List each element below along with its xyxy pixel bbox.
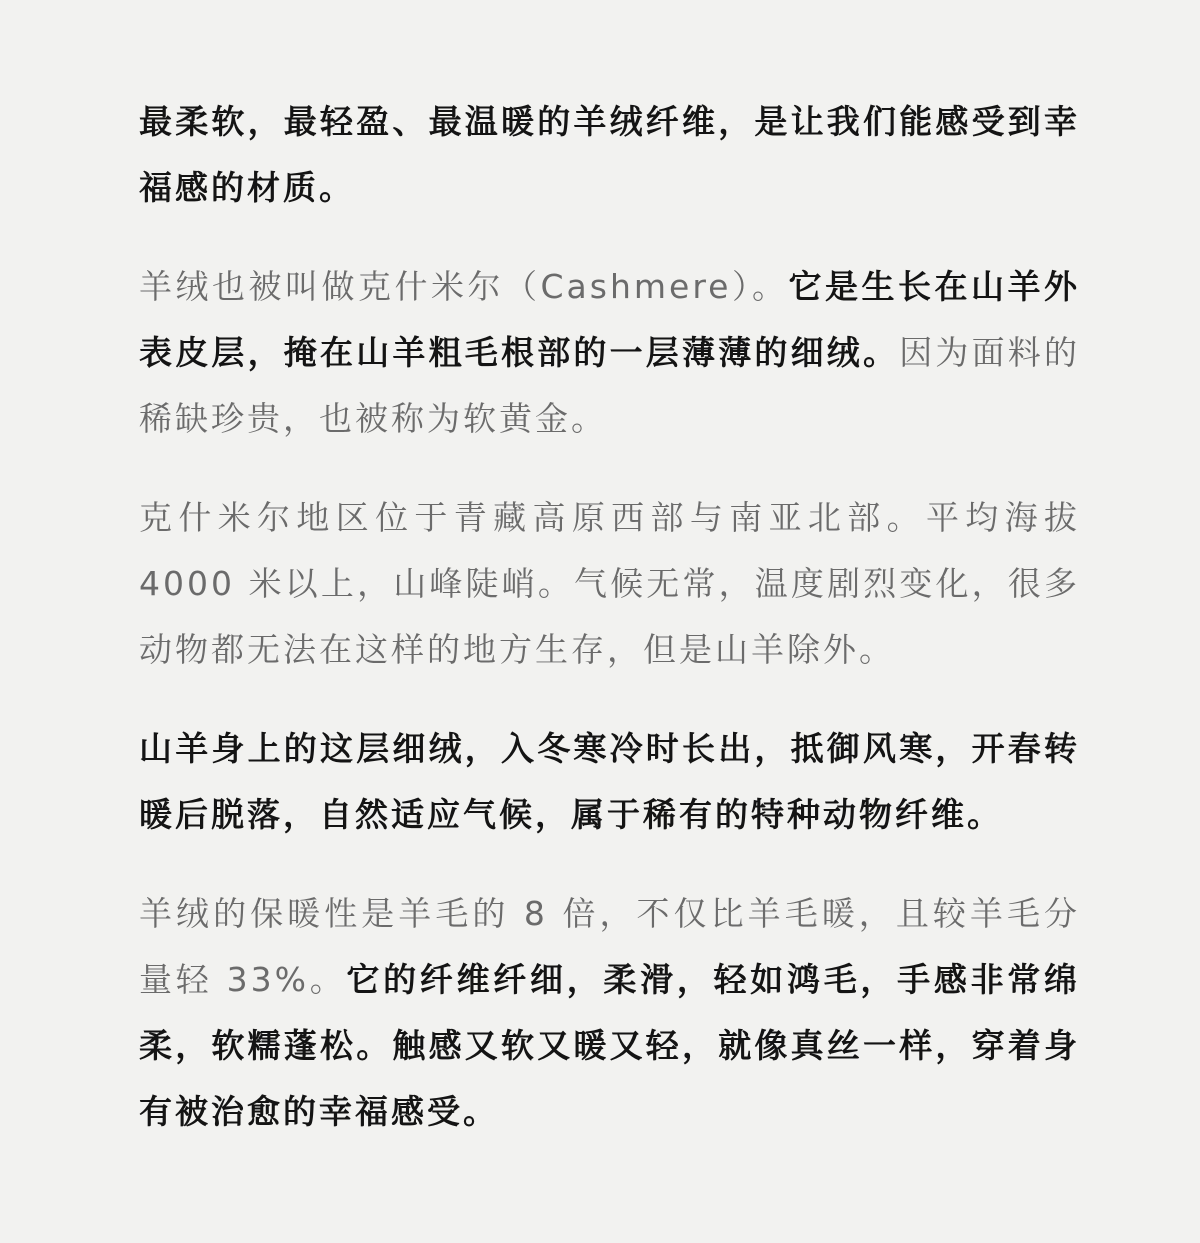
paragraph-1-text: 最柔软，最轻盈、最温暖的羊绒纤维，是让我们能感受到幸福感的材质。 [139,102,1080,207]
paragraph-2-intro-text: 羊绒也被叫做克什米尔（Cashmere）。 [139,267,789,306]
paragraph-2-closing-text: 因为面料的稀缺珍贵，也被称为软黄金。 [139,333,1081,438]
paragraph-kashmir-region [139,485,1080,683]
paragraph-3-text: 克什米尔地区位于青藏高原西部与南亚北部。平均海拔4000 米以上，山峰陡峭。气候无常，温度剧烈变化，很多动物都无法在这样的地方生存，但是山羊除外。 [139,498,1080,669]
paragraph-5-highlight-text: 它的纤维纤细，柔滑，轻如鸿毛，手感非常绵柔，软糯蓬松。触感又软又暖又轻，就像真丝一样，穿着身有被治愈的幸福感受。 [139,960,1081,1131]
paragraph-warmth-comparison [139,881,1080,1145]
paragraph-softness-intro [139,89,1080,221]
paragraph-seasonal-growth [139,716,1080,848]
paragraph-4-text: 山羊身上的这层细绒，入冬寒冷时长出，抵御风寒，开春转暖后脱落，自然适应气候，属于稀有的特种动物纤维。 [139,729,1080,834]
paragraph-2-highlight-text: 它是生长在山羊外表皮层，掩在山羊粗毛根部的一层薄薄的细绒。 [139,267,1081,372]
paragraph-cashmere-definition [139,254,1080,452]
paragraph-5-intro-text: 羊绒的保暖性是羊毛的 8 倍，不仅比羊毛暖，且较羊毛分量轻 33%。 [139,894,1080,999]
